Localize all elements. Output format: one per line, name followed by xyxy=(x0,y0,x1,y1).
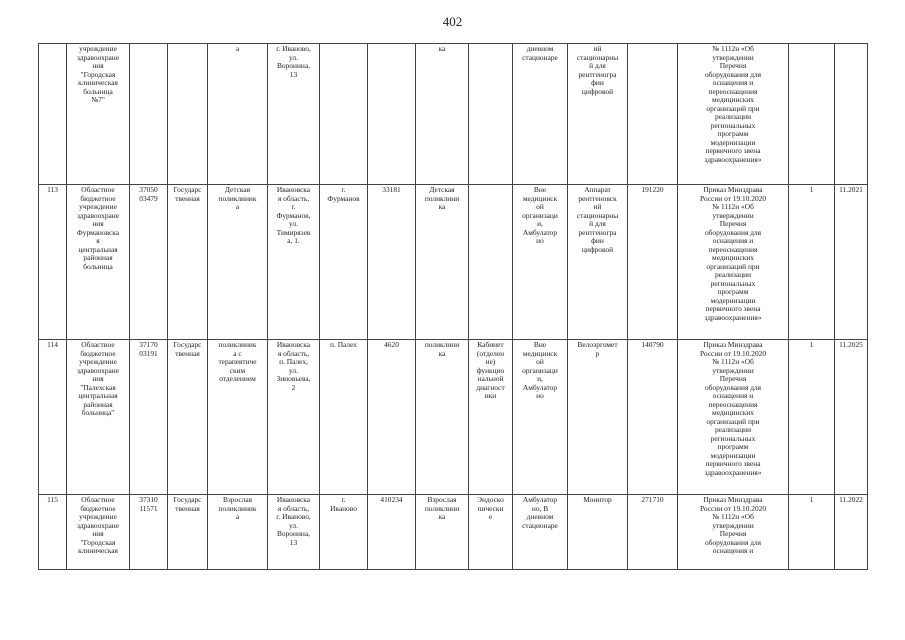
oktmo-cell: 33181 xyxy=(368,185,416,340)
date-cell xyxy=(835,44,868,185)
conditions-cell: Вне медицинск ой организаци и, Амбулатор но xyxy=(513,340,568,495)
division-cell: ка xyxy=(416,44,469,185)
address-cell: Ивановска я область, п. Палех, ул. Зиновьева, 2 xyxy=(268,340,320,495)
quantity-cell: 1 xyxy=(789,340,835,495)
division-cell: Детская поликлини ка xyxy=(416,185,469,340)
code-cell: 37170 03191 xyxy=(130,340,168,495)
table-row xyxy=(39,340,868,495)
code-cell: 37050 03479 xyxy=(130,185,168,340)
unit-cell: Детская поликлиник а xyxy=(208,185,268,340)
conditions-cell: Амбулатор но, В дневном стационаре xyxy=(513,495,568,570)
row-number-cell xyxy=(39,44,67,185)
equipment-cell: Аппарат рентгеновск ий стационарны й для рентгеногра фии цифровой xyxy=(568,185,628,340)
date-cell: 11.2021 xyxy=(835,185,868,340)
ownership-cell: Государс твенная xyxy=(168,340,208,495)
unit-cell: а xyxy=(208,44,268,185)
division-cell: поликлини ка xyxy=(416,340,469,495)
locality-cell xyxy=(320,44,368,185)
address-cell: Ивановска я область, г. Иваново, ул. Воронина, 13 xyxy=(268,495,320,570)
price-cell xyxy=(628,44,678,185)
conditions-cell: Вне медицинск ой организаци и, Амбулатор но xyxy=(513,185,568,340)
date-cell: 11.2022 xyxy=(835,495,868,570)
order-cell: Приказ Минздрава России от 19.10.2020 № 1112н «Об утверждении Перечня оборудования для оснащения и xyxy=(678,495,789,570)
subdivision-cell: Эндоско пически е xyxy=(469,495,513,570)
code-cell xyxy=(130,44,168,185)
conditions-cell: дневном стационаре xyxy=(513,44,568,185)
oktmo-cell xyxy=(368,44,416,185)
order-cell: Приказ Минздрава России от 19.10.2020 № 1112н «Об утверждении Перечня оборудования для оснащения и переоснащения медицинских организаций при реализации региональных программ модернизации первичного звена здравоохранения» xyxy=(678,340,789,495)
organization-cell: Областное бюджетное учреждение здравоохране ния "Палехская центральная районная больница" xyxy=(67,340,130,495)
ownership-cell xyxy=(168,44,208,185)
division-cell: Взрослая поликлини ка xyxy=(416,495,469,570)
organization-cell: Областное бюджетное учреждение здравоохране ния Фурмановска я центральная районная больница xyxy=(67,185,130,340)
equipment-cell: ий стационарны й для рентгеногра фии цифровой xyxy=(568,44,628,185)
organization-cell: учреждение здравоохране ния "Городская клиническая больница №7" xyxy=(67,44,130,185)
table-row xyxy=(39,495,868,570)
oktmo-cell: 4620 xyxy=(368,340,416,495)
quantity-cell: 1 xyxy=(789,495,835,570)
oktmo-cell: 410234 xyxy=(368,495,416,570)
price-cell: 271710 xyxy=(628,495,678,570)
equipment-table xyxy=(38,43,868,570)
subdivision-cell: Кабинет (отделен ие) функцио нальной диагност ики xyxy=(469,340,513,495)
price-cell: 140790 xyxy=(628,340,678,495)
unit-cell: Взрослая поликлиник а xyxy=(208,495,268,570)
locality-cell: п. Палех xyxy=(320,340,368,495)
order-cell: № 1112н «Об утверждении Перечня оборудования для оснащения и переоснащения медицинских организаций при реализации региональных программ модернизации первичного звена здравоохранения» xyxy=(678,44,789,185)
ownership-cell: Государс твенная xyxy=(168,185,208,340)
page-number: 402 xyxy=(442,14,463,29)
locality-cell: г. Иваново xyxy=(320,495,368,570)
row-number-cell: 113 xyxy=(39,185,67,340)
organization-cell: Областное бюджетное учреждение здравоохране ния "Городская клиническая xyxy=(67,495,130,570)
order-cell: Приказ Минздрава России от 19.10.2020 № 1112н «Об утверждении Перечня оборудования для оснащения и переоснащения медицинских организаций при реализации региональных программ модернизации первичного звена здравоохранения» xyxy=(678,185,789,340)
equipment-cell: Велоэргомет р xyxy=(568,340,628,495)
address-cell: Ивановска я область, г. Фурманов, ул. Тимирязев а, 1. xyxy=(268,185,320,340)
table-row xyxy=(39,185,868,340)
price-cell: 191220 xyxy=(628,185,678,340)
equipment-cell: Монитор xyxy=(568,495,628,570)
table-row xyxy=(39,44,868,185)
quantity-cell: 1 xyxy=(789,185,835,340)
subdivision-cell xyxy=(469,44,513,185)
address-cell: г. Иваново, ул. Воронина, 13 xyxy=(268,44,320,185)
row-number-cell: 114 xyxy=(39,340,67,495)
ownership-cell: Государс твенная xyxy=(168,495,208,570)
row-number-cell: 115 xyxy=(39,495,67,570)
code-cell: 37310 11571 xyxy=(130,495,168,570)
unit-cell: поликлиник а с терапевтиче ским отделением xyxy=(208,340,268,495)
quantity-cell xyxy=(789,44,835,185)
subdivision-cell xyxy=(469,185,513,340)
date-cell: 11.2025 xyxy=(835,340,868,495)
locality-cell: г. Фурманов xyxy=(320,185,368,340)
